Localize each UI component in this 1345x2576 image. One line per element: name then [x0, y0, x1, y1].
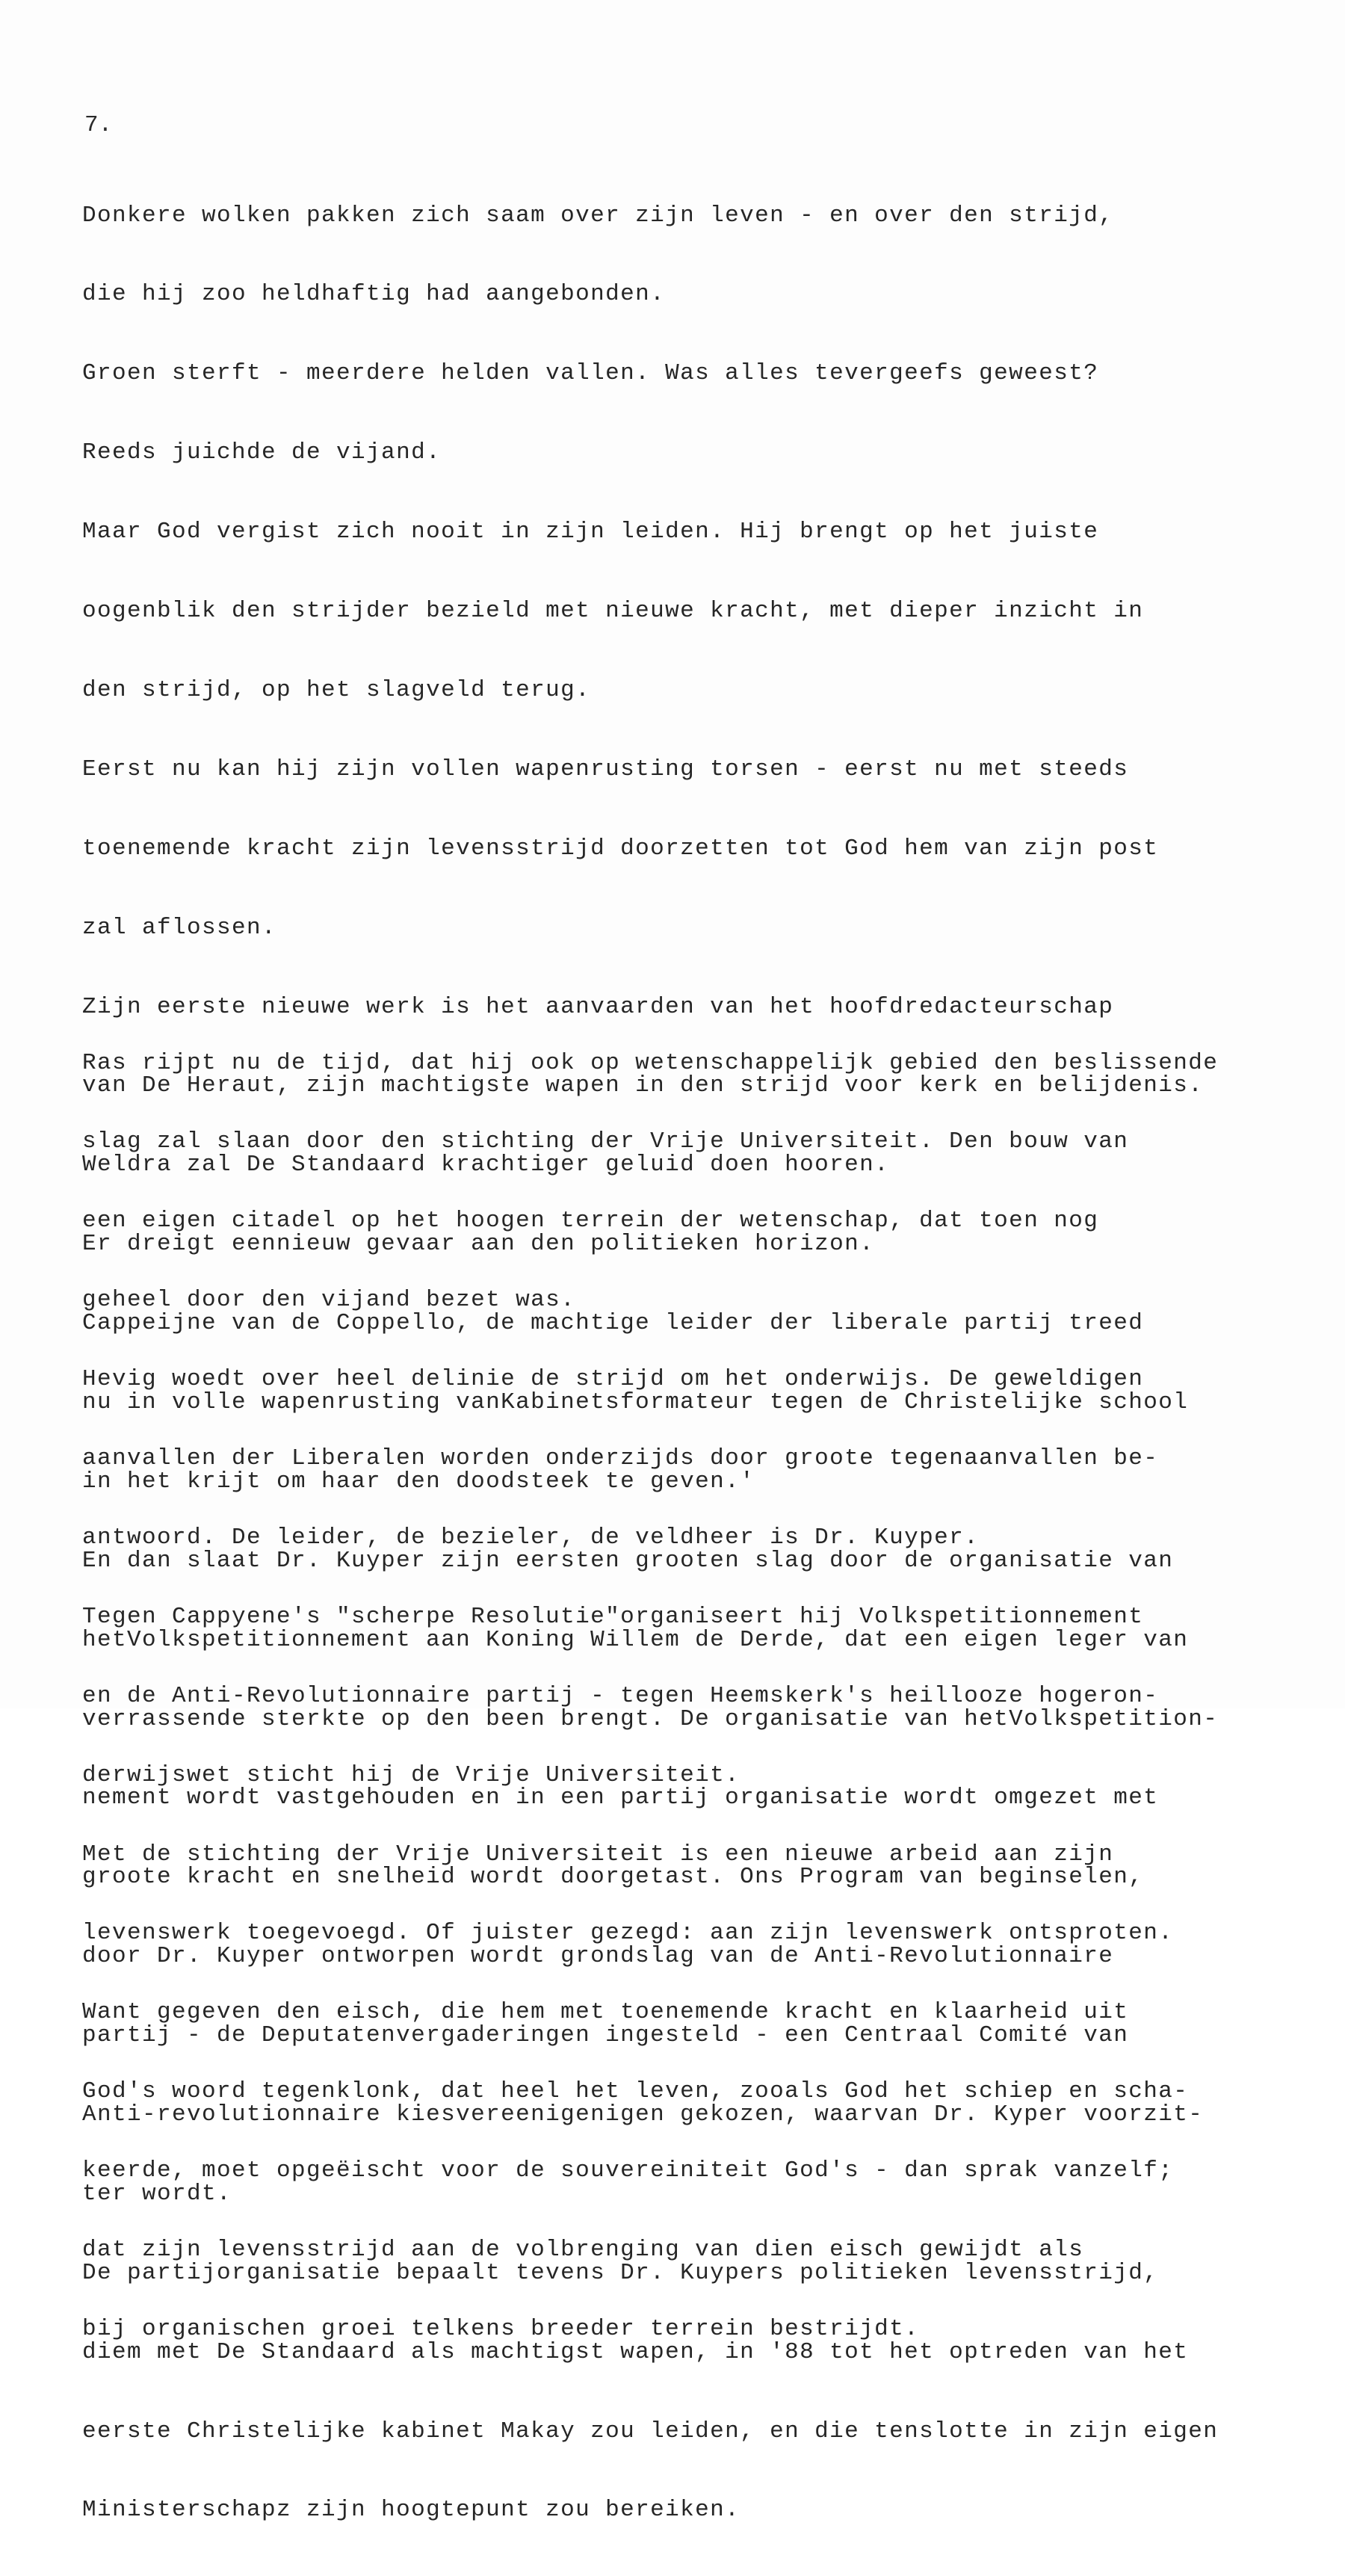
text-line: diem met De Standaard als machtigst wapen, in '88 tot het optreden van het: [82, 2338, 1189, 2365]
text-line: aanvallen der Liberalen worden onderzijds door groote tegenaanvallen be-: [82, 1445, 1159, 1472]
text-line: partij - de Deputatenvergaderingen ingesteld - een Centraal Comité van: [82, 2022, 1129, 2049]
text-line: En dan slaat Dr. Kuyper zijn eersten grooten slag door de organisatie van: [82, 1547, 1174, 1574]
text-line: in het krijt om haar den doodsteek te geven.': [82, 1468, 755, 1495]
text-line: en de Anti-Revolutionnaire partij - tegen Heemskerk's heillooze hogeron-: [82, 1682, 1159, 1709]
text-line: hetVolkspetitionnement aan Koning Willem de Derde, dat een eigen leger van: [82, 1626, 1189, 1653]
text-line: Eerst nu kan hij zijn vollen wapenrusting torsen - eerst nu met steeds: [82, 756, 1129, 782]
text-line: Zijn eerste nieuwe werk is het aanvaarden van het hoofdredacteurschap: [82, 993, 1114, 1020]
text-line: Want gegeven den eisch, die hem met toenemende kracht en klaarheid uit: [82, 1999, 1129, 2026]
text-line: derwijswet sticht hij de Vrije Universiteit.: [82, 1761, 740, 1788]
text-line: groote kracht en snelheid wordt doorgetast. Ons Program van beginselen,: [82, 1864, 1144, 1891]
text-line: door Dr. Kuyper ontworpen wordt grondslag van de Anti-Revolutionnaire: [82, 1943, 1114, 1970]
text-line: antwoord. De leider, de bezieler, de veldheer is Dr. Kuyper.: [82, 1524, 980, 1551]
text-line: Tegen Cappyene's "scherpe Resolutie"organiseert hij Volkspetitionnement: [82, 1603, 1144, 1630]
text-line: oogenblik den strijder bezield met nieuwe kracht, met dieper inzicht in: [82, 598, 1144, 625]
text-line: bij organischen groei telkens breeder terrein bestrijdt.: [82, 2315, 920, 2342]
text-line: geheel door den vijand bezet was.: [82, 1287, 576, 1314]
text-line: Anti-revolutionnaire kiesvereenigenigen gekozen, waarvan Dr. Kyper voorzit-: [82, 2101, 1204, 2128]
text-line: toenemende kracht zijn levensstrijd doorzetten tot God hem van zijn post: [82, 835, 1159, 862]
text-line: die hij zoo heldhaftig had aangebonden.: [82, 281, 666, 308]
text-line: eerste Christelijke kabinet Makay zou leiden, en die tenslotte in zijn eigen: [82, 2418, 1219, 2444]
text-line: van De Heraut, zijn machtigste wapen in den strijd voor kerk en belijdenis.: [82, 1072, 1204, 1099]
text-line: een eigen citadel op het hoogen terrein der wetenschap, dat toen nog: [82, 1208, 1099, 1235]
text-line: verrassende sterkte op den been brengt. De organisatie van hetVolkspetition-: [82, 1705, 1219, 1732]
text-line: slag zal slaan door den stichting der Vrije Universiteit. Den bouw van: [82, 1128, 1129, 1155]
text-line: Ras rijpt nu de tijd, dat hij ook op wetenschappelijk gebied den beslissende: [82, 1049, 1219, 1076]
text-block-2: [82, 997, 1338, 2395]
text-line: nement wordt vastgehouden en in een partij organisatie wordt omgezet met: [82, 1785, 1159, 1811]
text-line: Reeds juichde de vijand.: [82, 439, 442, 466]
text-line: den strijd, op het slagveld terug.: [82, 676, 591, 703]
text-line: Cappeijne van de Coppello, de machtige leider der liberale partij treed: [82, 1310, 1144, 1337]
page-number: 7.: [84, 112, 113, 138]
text-line: Hevig woedt over heel delinie de strijd om het onderwijs. De geweldigen: [82, 1366, 1144, 1393]
text-line: ter wordt.: [82, 2180, 232, 2207]
text-line: dat zijn levensstrijd aan de volbrenging van dien eisch gewijdt als: [82, 2236, 1084, 2263]
text-line: Maar God vergist zich nooit in zijn leiden. Hij brengt op het juiste: [82, 519, 1099, 546]
text-line: Donkere wolken pakken zich saam over zijn leven - en over den strijd,: [82, 202, 1114, 229]
text-line: levenswerk toegevoegd. Of juister gezegd: aan zijn levenswerk ontsproten.: [82, 1920, 1174, 1947]
text-line: keerde, moet opgeëischt voor de souvereiniteit God's - dan sprak vanzelf;: [82, 2158, 1174, 2184]
text-line: Ministerschapz zijn hoogtepunt zou bereiken.: [82, 2497, 740, 2524]
text-line: De partijorganisatie bepaalt tevens Dr. Kuypers politieken levensstrijd,: [82, 2259, 1159, 2286]
text-line: Met de stichting der Vrije Universiteit is een nieuwe arbeid aan zijn: [82, 1841, 1114, 1868]
text-line: nu in volle wapenrusting vanKabinetsformateur tegen de Christelijke school: [82, 1389, 1189, 1415]
text-line: Groen sterft - meerdere helden vallen. Was alles tevergeefs geweest?: [82, 360, 1099, 387]
text-line: zal aflossen.: [82, 914, 277, 941]
text-line: Weldra zal De Standaard krachtiger geluid doen hooren.: [82, 1152, 890, 1179]
text-line: Er dreigt eennieuw gevaar aan den politieken horizon.: [82, 1231, 875, 1258]
text-line: God's woord tegenklonk, dat heel het leven, zooals God het schiep en scha-: [82, 2078, 1189, 2105]
